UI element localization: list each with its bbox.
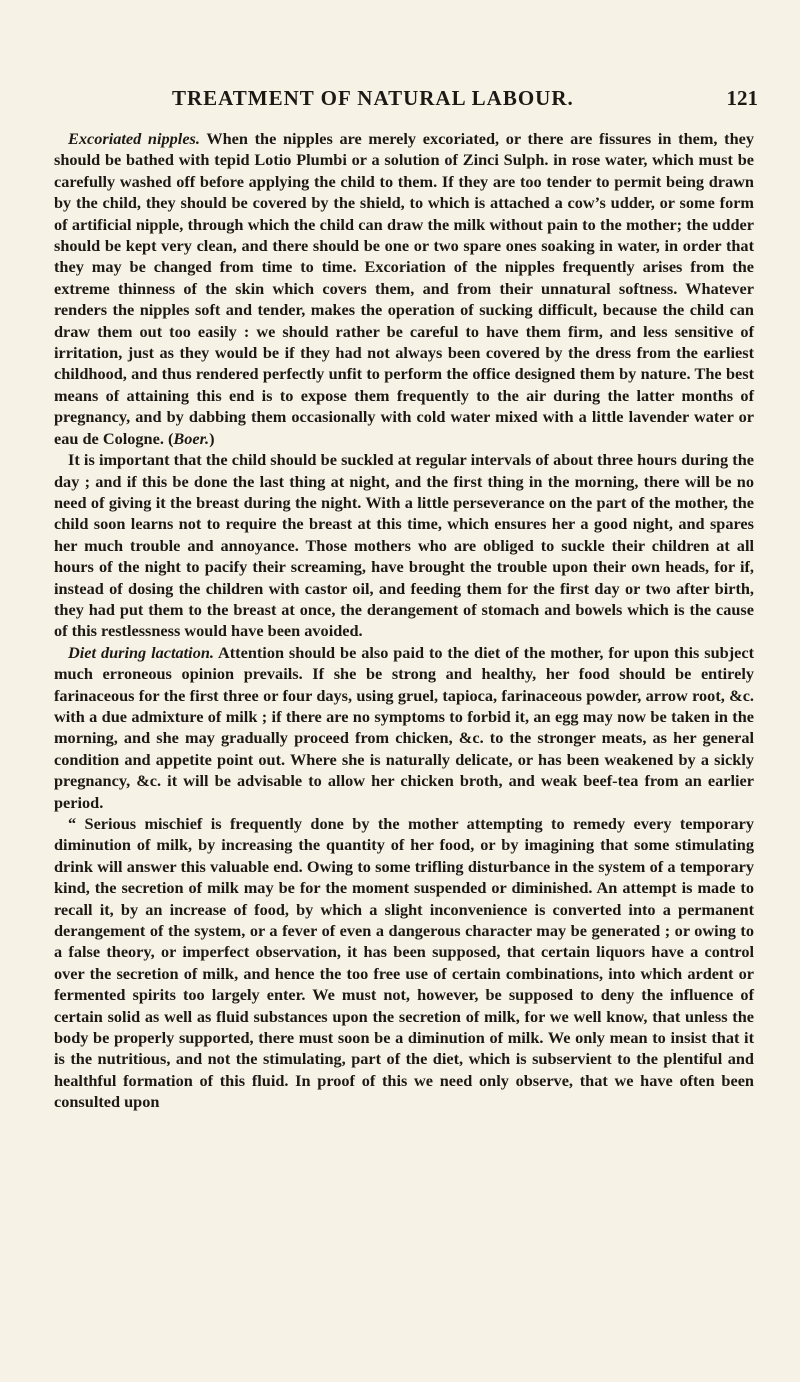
paragraph-text: It is important that the child should be suckled at regular intervals of about three hours during the day ; and if this be done the last thing at night, and the first thing in the morning, there will be no need of giving it the breast during the night. With a little perseverance on the part of the mother, the child soon learns not to require the breast at this time, which ensures her a good night, and spares her much trouble and annoyance. Those mothers who are obliged to suckle their children at all hours of the night to pacify their screaming, have brought the trouble upon their own heads, for if, instead of dosing the children with castor oil, and feeding them for the first day or two after birth, they had put them to the breast at once, the derangement of stomach and bowels which is the cause of this restlessness would have been avoided. xyxy=(54,450,754,641)
running-head xyxy=(112,86,758,116)
paragraph-serious-mischief xyxy=(54,813,754,1113)
section-heading-excoriated-nipples: Excoriated nipples. xyxy=(68,129,200,148)
paragraph-text: When the nipples are merely excoriated, or there are fissures in them, they should be bathed with tepid Lotio Plumbi or a solution of Zinci Sulph. in rose water, which must be carefully washed off before applying the child to them. If they are too tender to permit being drawn by the child, they should be covered by the shield, to which is attached a cow’s udder, or some form of artificial nipple, through which the child can draw the milk without pain to the mother; the udder should be kept very clean, and there should be one or two spare ones soaking in water, in order that they may be changed from time to time. Excoriation of the nipples frequently arises from the extreme thinness of the skin which covers them, and from their unnatural softness. Whatever renders the nipples soft and tender, makes the operation of sucking difficult, because the child can draw them out too easily : we should rather be careful to have them firm, and less sensitive of irritation, just as they would be if they had not always been covered by the dress from the earliest childhood, and thus rendered perfectly unfit to perform the office designed them by nature. The best means of attaining this end is to expose them frequently to the air during the latter months of pregnancy, and by dabbing them occasionally with cold water mixed with a little lavender water or eau de Cologne. ( xyxy=(54,129,754,448)
paragraph-excoriated-nipples xyxy=(54,128,754,449)
paragraph-suckling-intervals xyxy=(54,449,754,642)
running-title: TREATMENT OF NATURAL LABOUR. xyxy=(172,86,574,110)
citation-close: ) xyxy=(209,428,215,448)
page-number: 121 xyxy=(726,86,758,110)
body-text xyxy=(54,128,754,1113)
paragraph-diet-during-lactation xyxy=(54,642,754,813)
paragraph-text: Attention should be also paid to the diet of the mother, for upon this subject much erroneous opinion prevails. If she be strong and healthy, her food should be entirely farinaceous for the first three or four days, using gruel, tapioca, farinaceous powder, arrow root, &c. with a due admixture of milk ; if there are no symptoms to forbid it, an egg may now be taken in the morning, and she may gradually proceed from chicken, &c. to the stronger meats, as her general condition and appetite point out. Where she is naturally delicate, or has been weakened by a sickly pregnancy, &c. it will be advisable to allow her chicken broth, and weak beef-tea from an earlier period. xyxy=(54,642,754,812)
citation: Boer. xyxy=(173,428,210,448)
paragraph-text: “ Serious mischief is frequently done by the mother attempting to remedy every temporary diminution of milk, by increasing the quantity of her food, or by imagining that some stimulating drink will answer this valuable end. Owing to some trifling disturbance in the system of a temporary kind, the secretion of milk may be for the moment suspended or diminished. An attempt is made to recall it, by an increase of food, by which a slight inconvenience is converted into a permanent derangement of the system, or a fever of even a dangerous character may be generated ; or owing to a false theory, or imperfect observation, it has been supposed, that certain liquors have a control over the secretion of milk, and hence the too free use of certain combinations, into which ardent or fermented spirits too largely enter. We must not, however, be supposed to deny the influence of certain solid as well as fluid substances upon the secretion of milk, for we well know, that unless the body be properly supported, there must soon be a diminution of milk. We only mean to insist that it is the nutritious, and not the stimulating, part of the diet, which is subservient to the plentiful and healthful formation of this fluid. In proof of this we need only observe, that we have often been consulted upon xyxy=(54,814,754,1112)
section-heading-diet-during-lactation: Diet during lactation. xyxy=(68,642,214,662)
